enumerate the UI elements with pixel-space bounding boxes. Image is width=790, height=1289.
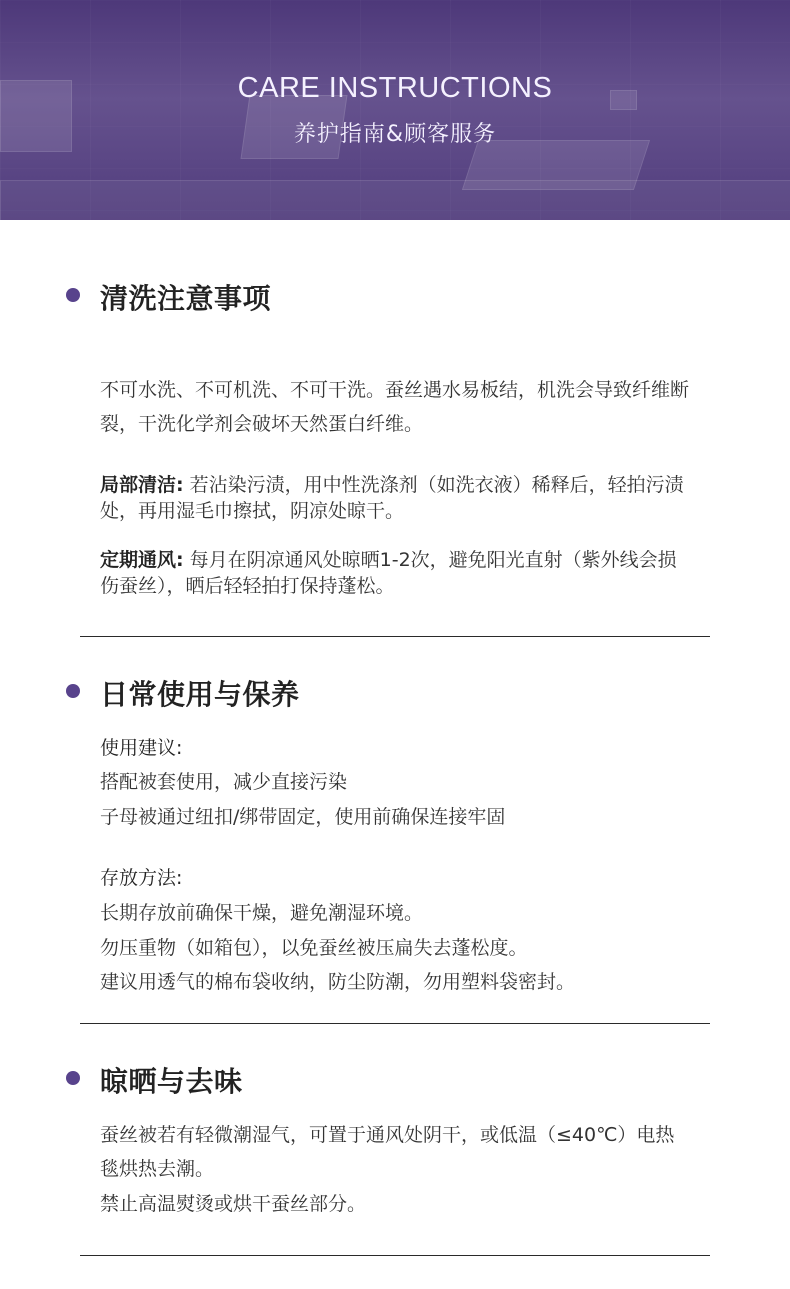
section-title-drying: 晾晒与去味 [100,1065,243,1098]
storage-method-line: 建议用透气的棉布袋收纳，防尘防潮，勿用塑料袋密封。 [100,971,576,993]
local-cleaning-note [100,472,690,524]
storage-method-label: 存放方法: [100,867,183,889]
page-subtitle: 养护指南&顾客服务 [293,122,497,147]
section-title-daily-use: 日常使用与保养 [100,678,300,711]
ventilation-note [100,547,690,599]
storage-method-line: 长期存放前确保干燥，避免潮湿环境。 [100,902,424,924]
bullet-dot [66,684,80,698]
usage-suggestion-label: 使用建议: [100,737,183,759]
bullet-dot [66,1071,80,1085]
ventilation-label: 定期通风: [100,549,184,571]
cleaning-intro: 不可水洗、不可机洗、不可干洗。蚕丝遇水易板结，机洗会导致纤维断裂，干洗化学剂会破坏天然蛋白纤维。 [100,379,690,435]
bullet-dot [66,288,80,302]
section-title-cleaning: 清洗注意事项 [100,282,272,315]
section-divider [80,1255,710,1256]
banner-decoration [0,180,790,220]
drying-paragraph: 蚕丝被若有轻微潮湿气，可置于通风处阴干，或低温（≤40℃）电热毯烘热去潮。 [100,1124,675,1180]
section-divider [80,636,710,637]
ventilation-text: 每月在阴凉通风处晾晒1-2次，避免阳光直射（紫外线会损伤蚕丝），晒后轻轻拍打保持蓬松。 [100,549,677,597]
section-divider [80,1023,710,1024]
storage-method-line: 勿压重物（如箱包），以免蚕丝被压扁失去蓬松度。 [100,937,528,959]
usage-suggestion-line: 搭配被套使用，减少直接污染 [100,771,348,793]
page-title: CARE INSTRUCTIONS [237,72,553,104]
local-cleaning-label: 局部清洁: [100,474,184,496]
usage-suggestion-line: 子母被通过纽扣/绑带固定，使用前确保连接牢固 [100,806,506,828]
local-cleaning-text: 若沾染污渍，用中性洗涤剂（如洗衣液）稀释后，轻拍污渍处，再用湿毛巾擦拭，阴凉处晾干。 [100,474,684,522]
care-banner [0,0,790,220]
drying-warning: 禁止高温熨烫或烘干蚕丝部分。 [100,1193,367,1215]
